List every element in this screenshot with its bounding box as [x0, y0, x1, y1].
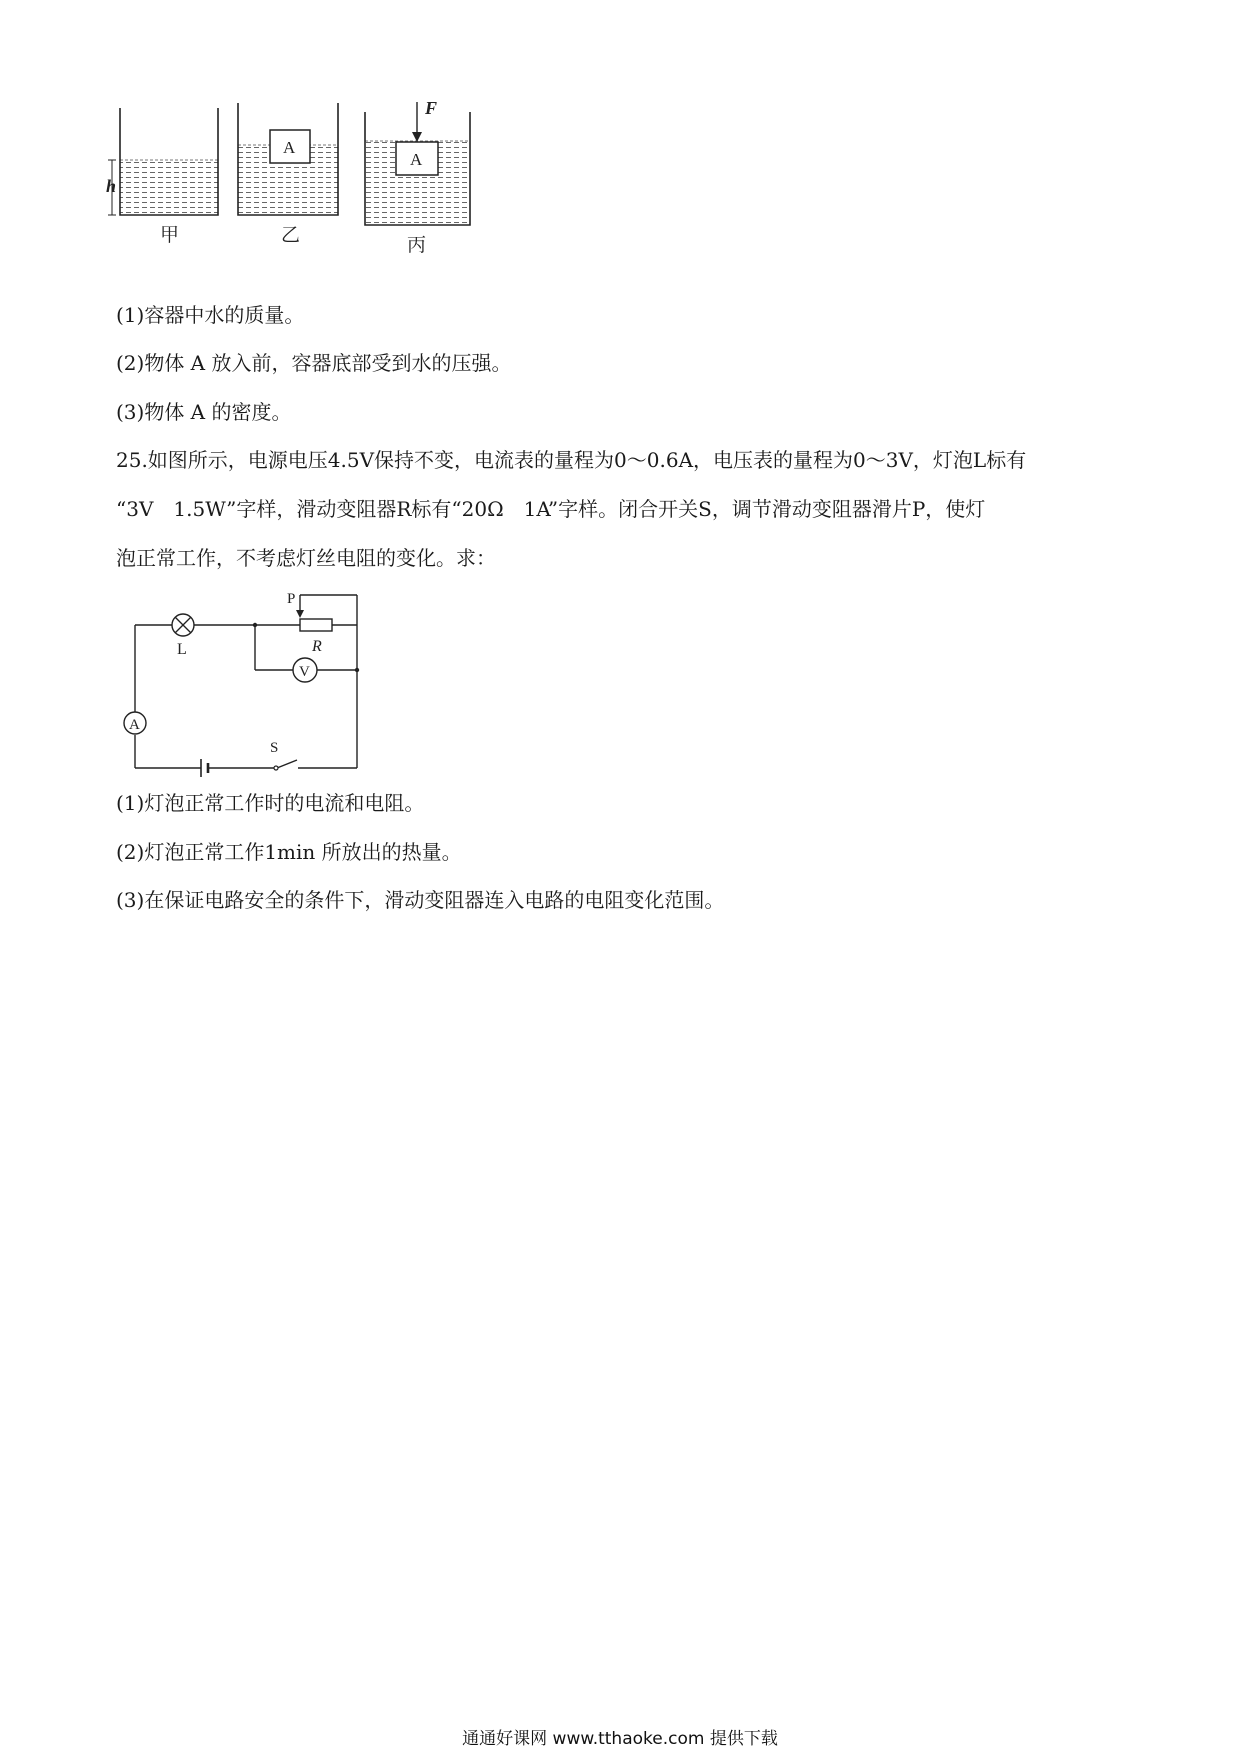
q25-line-3: 泡正常工作，不考虑灯丝电阻的变化。求： [116, 546, 496, 570]
container-yi [238, 103, 338, 246]
q25-part-2: (2)灯泡正常工作1min 所放出的热量。 [116, 840, 462, 864]
container-bing [365, 98, 470, 256]
q24-part-3: (3)物体 A 的密度。 [116, 400, 292, 424]
container-figure [106, 98, 540, 290]
q25-part-3: (3)在保证电路安全的条件下，滑动变阻器连入电路的电阻变化范围。 [116, 888, 725, 912]
ammeter-symbol [124, 712, 146, 734]
svg-text:V: V [299, 664, 310, 680]
q24-part-2: (2)物体 A 放入前，容器底部受到水的压强。 [116, 351, 512, 375]
svg-text:P: P [287, 591, 296, 607]
q25-line-2: “3V 1.5W”字样，滑动变阻器R标有“20Ω 1A”字样。闭合开关S，调节滑动变阻器滑片P，使灯 [116, 497, 986, 521]
q25-line-1: 25.如图所示，电源电压4.5V保持不变，电流表的量程为0～0.6A，电压表的量程为0～3V，灯泡L标有 [116, 448, 1027, 472]
caption-yi: 乙 [281, 225, 301, 246]
caption-jia: 甲 [160, 225, 180, 246]
q24-part-1: (1)容器中水的质量。 [116, 303, 305, 327]
svg-text:L: L [177, 641, 187, 658]
height-label: h [106, 176, 117, 196]
lamp-symbol [172, 614, 194, 658]
battery-symbol [201, 759, 208, 777]
page-footer: 通通好课网 www.tthaoke.com 提供下载 [462, 1729, 778, 1749]
container-jia [106, 108, 218, 246]
force-label: F [425, 98, 438, 118]
switch-symbol [270, 740, 278, 770]
svg-text:R: R [312, 638, 322, 655]
caption-bing: 丙 [407, 235, 427, 256]
voltmeter-symbol [293, 658, 317, 682]
svg-text:S: S [270, 740, 279, 756]
switch-blade [277, 760, 297, 768]
q25-part-1: (1)灯泡正常工作时的电流和电阻。 [116, 791, 425, 815]
svg-text:A: A [129, 717, 140, 733]
q25-stem [116, 446, 1126, 572]
circuit-diagram [120, 590, 380, 760]
svg-text:A: A [283, 138, 296, 157]
svg-text:A: A [410, 150, 423, 169]
rheostat-symbol [287, 591, 332, 655]
